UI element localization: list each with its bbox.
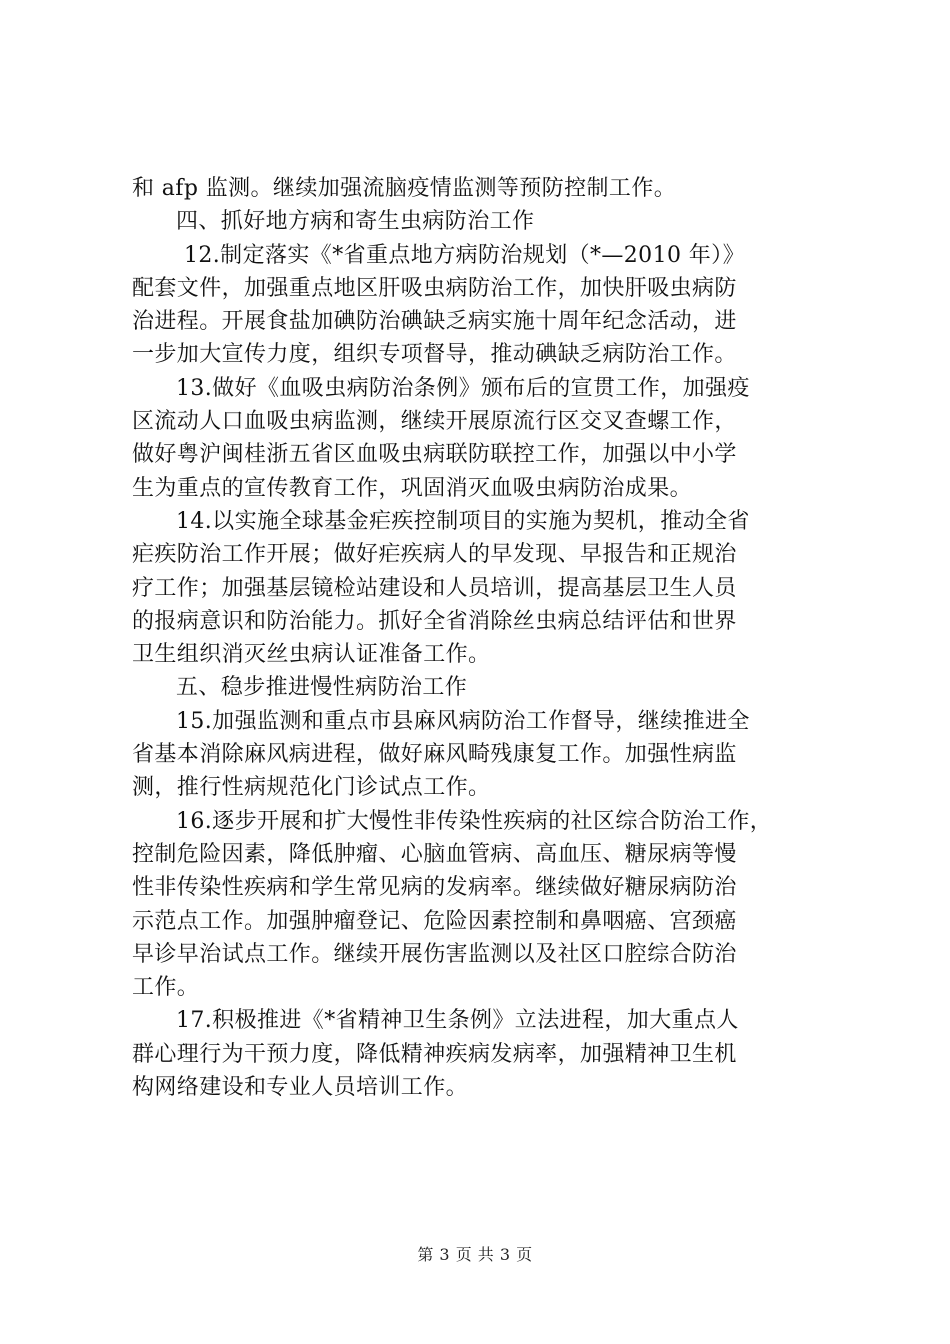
text-line: 13.做好《血吸虫病防治条例》颁布后的宣贯工作，加强疫 xyxy=(176,375,750,401)
text-line: 省基本消除麻风病进程，做好麻风畸残康复工作。加强性病监 xyxy=(132,742,737,768)
text-line: 治进程。开展食盐加碘防治碘缺乏病实施十周年纪念活动，进 xyxy=(132,309,737,335)
text-line: 构网络建设和专业人员培训工作。 xyxy=(132,1075,469,1101)
text-line: 配套文件，加强重点地区肝吸虫病防治工作，加快肝吸虫病防 xyxy=(132,275,737,301)
text-line: 15.加强监测和重点市县麻风病防治工作督导，继续推进全 xyxy=(176,708,750,734)
text-line: 生为重点的宣传教育工作，巩固消灭血吸虫病防治成果。 xyxy=(132,475,693,501)
text-line: 示范点工作。加强肿瘤登记、危险因素控制和鼻咽癌、宫颈癌 xyxy=(132,908,737,934)
text-line: 一步加大宣传力度，组织专项督导，推动碘缺乏病防治工作。 xyxy=(132,342,737,368)
text-line: 卫生组织消灭丝虫病认证准备工作。 xyxy=(132,642,491,668)
text-line: 疗工作；加强基层镜检站建设和人员培训，提高基层卫生人员 xyxy=(132,575,737,601)
text-line: 控制危险因素，降低肿瘤、心脑血管病、高血压、糖尿病等慢 xyxy=(132,841,737,867)
text-line: 区流动人口血吸虫病监测，继续开展原流行区交叉查螺工作， xyxy=(132,409,737,435)
section-heading-5: 五、稳步推进慢性病防治工作 xyxy=(176,675,468,701)
text-line: 工作。 xyxy=(132,975,200,1001)
text-line: 性非传染性疾病和学生常见病的发病率。继续做好糖尿病防治 xyxy=(132,875,737,901)
text-line: 16.逐步开展和扩大慢性非传染性疾病的社区综合防治工作， xyxy=(176,808,773,834)
text-line: 早诊早治试点工作。继续开展伤害监测以及社区口腔综合防治 xyxy=(132,941,737,967)
page-footer xyxy=(0,1242,950,1265)
text-line: 群心理行为干预力度，降低精神疾病发病率，加强精神卫生机 xyxy=(132,1041,737,1067)
text-line: 和 afp 监测。继续加强流脑疫情监测等预防控制工作。 xyxy=(132,176,677,201)
page-number-label: 第 3 页 共 3 页 xyxy=(417,1245,533,1264)
section-heading-4: 四、抓好地方病和寄生虫病防治工作 xyxy=(176,209,535,235)
text-line: 12.制定落实《*省重点地方病防治规划（*—2010 年）》 xyxy=(184,242,745,268)
text-line: 测，推行性病规范化门诊试点工作。 xyxy=(132,775,491,801)
text-line: 的报病意识和防治能力。抓好全省消除丝虫病总结评估和世界 xyxy=(132,608,737,634)
text-line: 14.以实施全球基金疟疾控制项目的实施为契机，推动全省 xyxy=(176,508,750,534)
text-line: 疟疾防治工作开展；做好疟疾病人的早发现、早报告和正规治 xyxy=(132,542,737,568)
text-line: 做好粤沪闽桂浙五省区血吸虫病联防联控工作，加强以中小学 xyxy=(132,442,737,468)
text-line: 17.积极推进《*省精神卫生条例》立法进程，加大重点人 xyxy=(176,1008,739,1034)
document-body xyxy=(132,172,834,1104)
